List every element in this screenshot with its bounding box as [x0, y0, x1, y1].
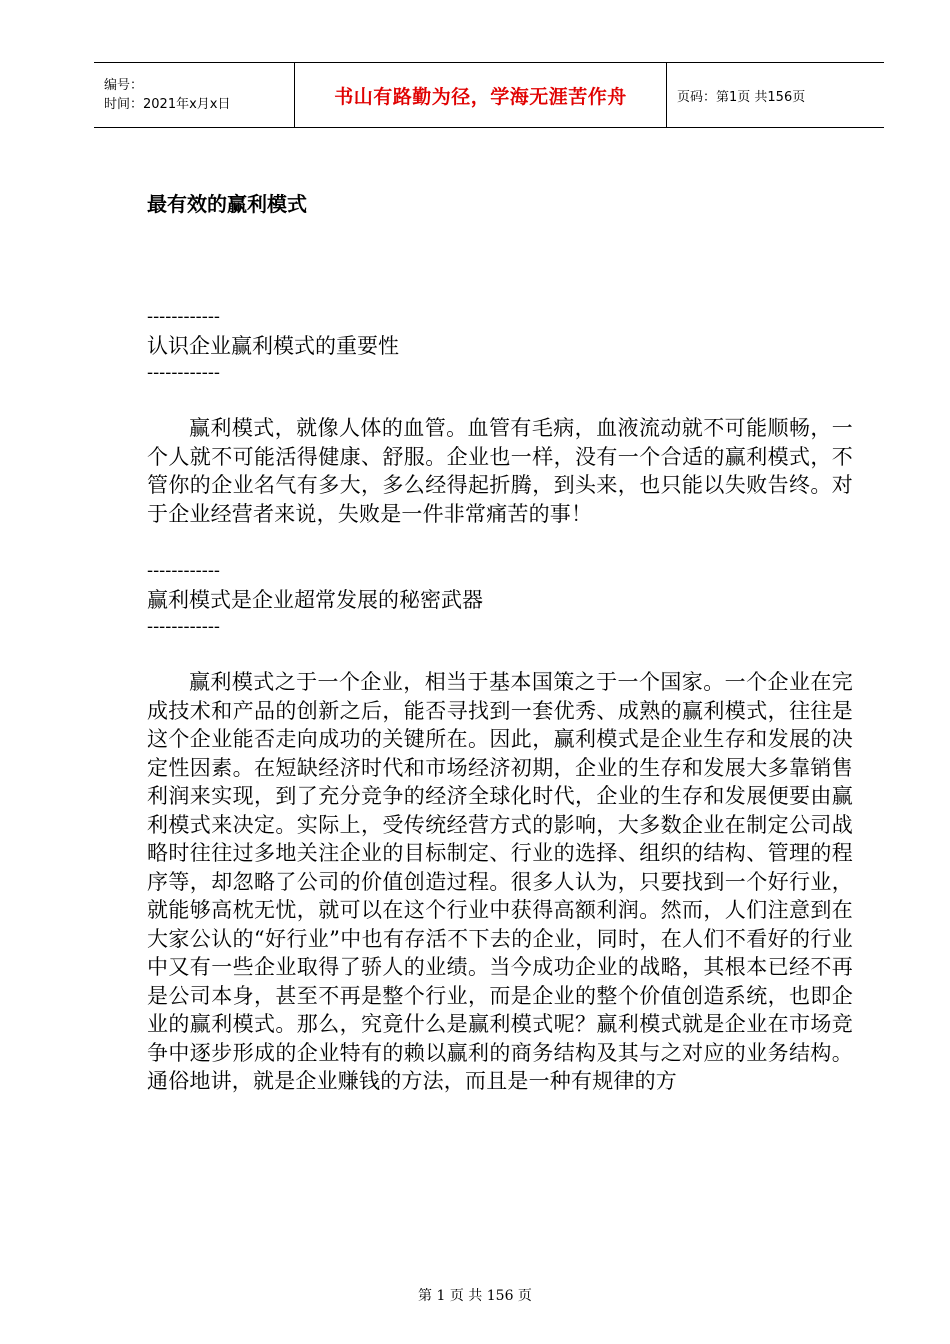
- section-divider: ------------: [147, 560, 220, 581]
- document-date: 时间：2021年x月x日: [104, 97, 231, 112]
- section-heading: 赢利模式是企业超常发展的秘密武器: [147, 588, 483, 612]
- header-meta: [94, 63, 294, 127]
- header-motto-cell: [294, 63, 667, 127]
- document-body: [147, 306, 853, 1096]
- section-divider: ------------: [147, 306, 220, 327]
- section-paragraph: 赢利模式，就像人体的血管。血管有毛病，血液流动就不可能顺畅，一个人就不可能活得健康、舒服。企业也一样，没有一个合适的赢利模式，不管你的企业名气有多大，多么经得起折腾，到头来，也只能以失败告终。对于企业经营者来说，失败是一件非常痛苦的事！: [147, 416, 853, 526]
- section-paragraph: 赢利模式之于一个企业，相当于基本国策之于一个国家。一个企业在完成技术和产品的创新之后，能否寻找到一套优秀、成熟的赢利模式，往往是这个企业能否走向成功的关键所在。因此，赢利模式是企业生存和发展的决定性因素。在短缺经济时代和市场经济初期，企业的生存和发展大多靠销售利润来实现，到了充分竞争的经济全球化时代，企业的生存和发展便要由赢利模式来决定。实际上，受传统经营方式的影响，大多数企业在制定公司战略时往往过多地关注企业的目标制定、行业的选择、组织的结构、管理的程序等，却忽略了公司的价值创造过程。很多人认为，只要找到一个好行业，就能够高枕无忧，就可以在这个行业中获得高额利润。然而，人们注意到在大家公认的“好行业”中也有存活不下去的企业，同时，在人们不看好的行业中又有一些企业取得了骄人的业绩。当今成功企业的战略，其根本已经不再是公司本身，甚至不再是整个行业，而是企业的整个价值创造系统，也即企业的赢利模式。那么，究竟什么是赢利模式呢？赢利模式就是企业在市场竞争中逐步形成的企业特有的赖以赢利的商务结构及其与之对应的业务结构。通俗地讲，就是企业赚钱的方法，而且是一种有规律的方: [147, 670, 853, 1093]
- page-header: [94, 62, 884, 128]
- section-divider: ------------: [147, 616, 220, 637]
- section-heading: 认识企业赢利模式的重要性: [147, 334, 399, 358]
- header-page-cell: [667, 63, 884, 127]
- document-title: 最有效的赢利模式: [147, 192, 307, 216]
- header-motto: 书山有路勤为径，学海无涯苦作舟: [334, 85, 627, 108]
- header-page-info: 页码：第1页 共156页: [677, 89, 806, 105]
- document-number-label: 编号：: [104, 78, 144, 93]
- section-divider: ------------: [147, 362, 220, 383]
- page-footer: 第 1 页 共 156 页: [418, 1288, 532, 1304]
